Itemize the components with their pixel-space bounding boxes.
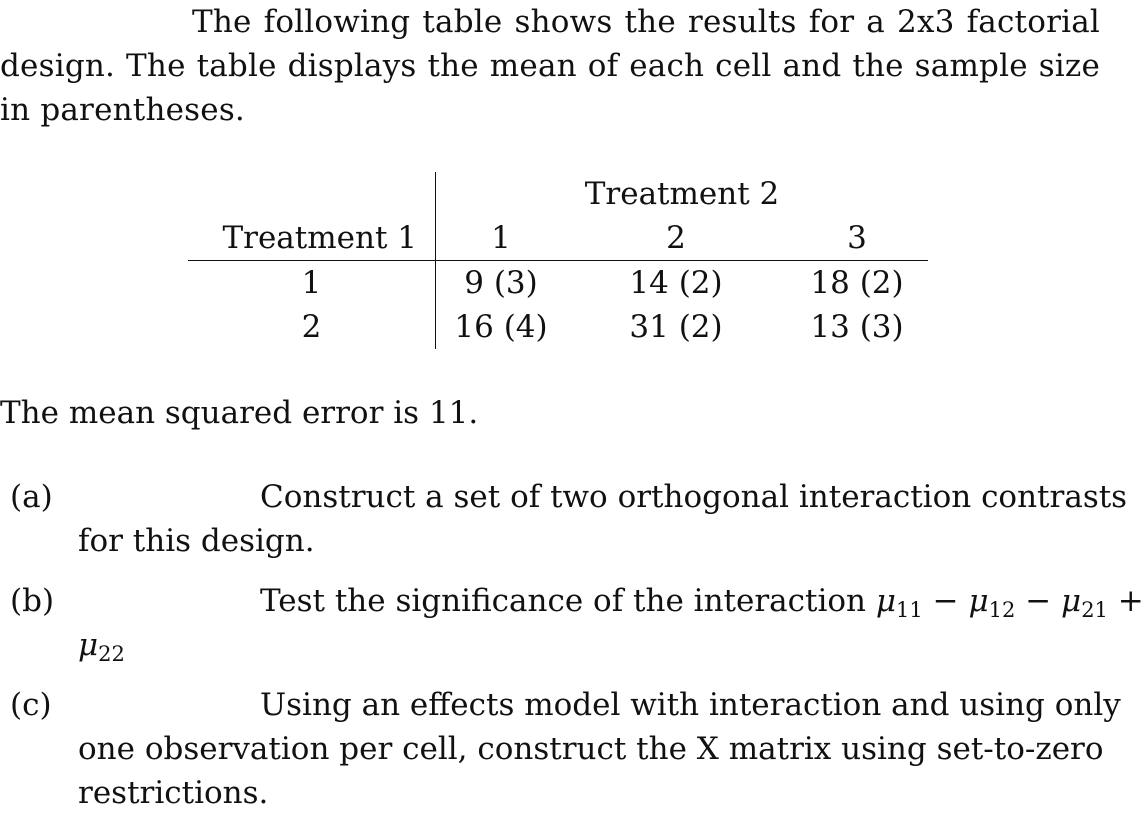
cell-1-3: 18 (2) bbox=[810, 265, 904, 301]
part-c-label: (c) bbox=[10, 687, 52, 723]
intro-text: The following table shows the results for a 2x3 factorial design. The table displays the mean of each cell and the sample size in parentheses. bbox=[0, 4, 1100, 128]
column-level-3: 3 bbox=[786, 216, 928, 261]
part-c-line-2: one observation per cell, construct the X matrix using set-to-zero bbox=[78, 731, 1104, 767]
intro-paragraph bbox=[0, 0, 1100, 132]
column-level-2: 2 bbox=[566, 216, 786, 261]
table-header-row-2 bbox=[188, 216, 928, 261]
table-row bbox=[188, 261, 928, 306]
mse-statement: The mean squared error is 11. bbox=[0, 395, 479, 431]
cell-1-1: 9 (3) bbox=[464, 265, 538, 301]
part-b-math-line-1: $\mu_{11} - \mu_{12} - \mu_{21}$ + bbox=[875, 583, 1144, 622]
cell-2-1: 16 (4) bbox=[454, 309, 548, 345]
row-level-1: 1 bbox=[188, 261, 436, 306]
treatment2-header: Treatment 2 bbox=[584, 176, 780, 212]
factorial-table bbox=[188, 172, 928, 349]
part-a-label: (a) bbox=[10, 479, 53, 515]
cell-2-2: 31 (2) bbox=[629, 309, 723, 345]
table-row bbox=[188, 305, 928, 349]
cell-2-3: 13 (3) bbox=[810, 309, 904, 345]
treatment1-header: Treatment 1 bbox=[188, 216, 436, 261]
column-level-1: 1 bbox=[436, 216, 567, 261]
part-a-line-1: Construct a set of two orthogonal interaction contrasts bbox=[260, 479, 1128, 515]
cell-1-2: 14 (2) bbox=[629, 265, 723, 301]
header-blank-cell bbox=[188, 172, 436, 216]
part-c-line-1: Using an effects model with interaction and using only bbox=[260, 687, 1121, 723]
part-b-text: Test the significance of the interaction bbox=[260, 583, 867, 619]
part-b-label: (b) bbox=[10, 583, 55, 619]
part-a-line-2: for this design. bbox=[78, 523, 315, 559]
row-level-2: 2 bbox=[188, 305, 436, 349]
part-b-line-1 bbox=[260, 579, 1144, 623]
part-b-math-line-2: $\mu_{22}$ bbox=[78, 627, 125, 666]
table-header-row-1 bbox=[188, 172, 928, 216]
part-c-line-3: restrictions. bbox=[78, 775, 269, 811]
factorial-table-container bbox=[188, 172, 928, 349]
